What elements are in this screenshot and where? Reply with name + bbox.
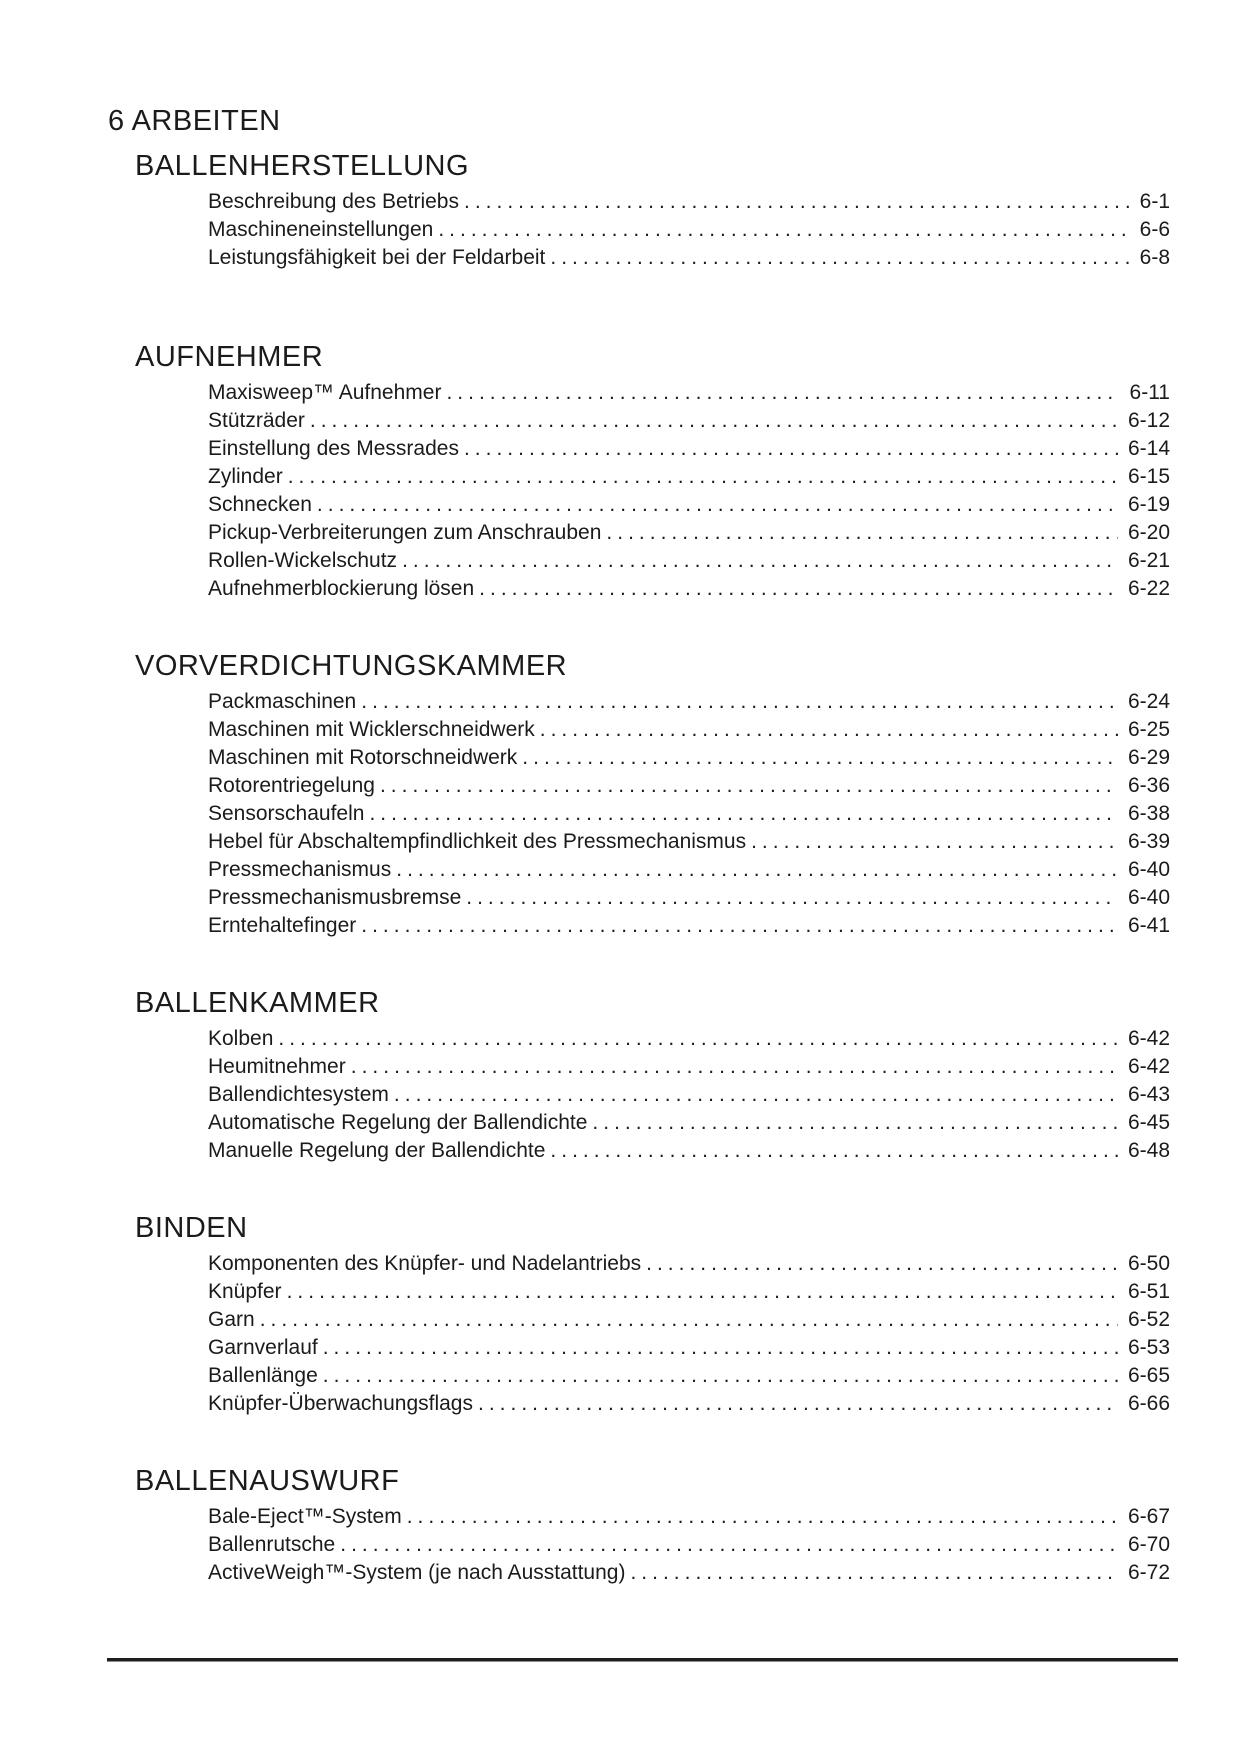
dot-leader	[260, 1306, 1118, 1334]
dot-leader	[407, 1503, 1118, 1531]
toc-entry-label: Automatische Regelung der Ballendichte	[208, 1111, 588, 1134]
toc-entry-label: Knüpfer-Überwachungsflags	[208, 1392, 473, 1415]
toc-entry-page: 6-42	[1127, 1027, 1170, 1050]
toc-entry[interactable]	[208, 856, 1170, 884]
toc-entry[interactable]	[208, 1334, 1170, 1362]
section-heading: VORVERDICHTUNGSKAMMER	[135, 650, 568, 682]
dot-leader	[323, 1362, 1118, 1390]
dot-leader	[478, 1390, 1118, 1418]
toc-entry-page: 6-42	[1127, 1055, 1170, 1078]
toc-entry-label: Pickup-Verbreiterungen zum Anschrauben	[208, 521, 602, 544]
dot-leader	[323, 1334, 1118, 1362]
toc-entry-label: Zylinder	[208, 465, 283, 488]
section-heading: BINDEN	[135, 1212, 248, 1244]
footer-divider	[107, 1658, 1178, 1662]
toc-entry-page: 6-25	[1127, 718, 1170, 741]
toc-entry-label: Ballenrutsche	[208, 1533, 336, 1556]
dot-leader	[464, 435, 1118, 463]
toc-entry-page: 6-22	[1127, 577, 1170, 600]
toc-entry-label: Bale-Eject™-System	[208, 1505, 402, 1528]
toc-entry-label: Ballendichtesystem	[208, 1083, 389, 1106]
section-heading: BALLENKAMMER	[135, 987, 380, 1019]
toc-entry-label: Garnverlauf	[208, 1336, 318, 1359]
dot-leader	[466, 884, 1118, 912]
dot-leader	[592, 1109, 1118, 1137]
dot-leader	[446, 379, 1119, 407]
toc-entry-page: 6-70	[1127, 1533, 1170, 1556]
toc-entry-page: 6-52	[1127, 1308, 1170, 1331]
section-entries	[208, 188, 1170, 272]
dot-leader	[550, 1137, 1118, 1165]
toc-entry-label: Kolben	[208, 1027, 274, 1050]
toc-entry[interactable]	[208, 1362, 1170, 1390]
toc-entry-page: 6-53	[1127, 1336, 1170, 1359]
toc-entry-page: 6-45	[1127, 1111, 1170, 1134]
toc-entry-page: 6-39	[1127, 830, 1170, 853]
toc-entry[interactable]	[208, 1559, 1170, 1587]
toc-entry[interactable]	[208, 1109, 1170, 1137]
toc-section	[108, 149, 1170, 272]
toc-entry[interactable]	[208, 1250, 1170, 1278]
toc-entry-page: 6-29	[1127, 746, 1170, 769]
toc-entry[interactable]	[208, 1306, 1170, 1334]
toc-entry-page: 6-21	[1127, 549, 1170, 572]
toc-entry-page: 6-66	[1127, 1392, 1170, 1415]
toc-entry-page: 6-43	[1127, 1083, 1170, 1106]
dot-leader	[351, 1053, 1118, 1081]
toc-entry-label: Ballenlänge	[208, 1364, 318, 1387]
section-heading: AUFNEHMER	[135, 341, 324, 373]
dot-leader	[287, 1278, 1118, 1306]
dot-leader	[361, 912, 1118, 940]
dot-leader	[630, 1559, 1118, 1587]
toc-entry-label: Maxisweep™ Aufnehmer	[208, 381, 442, 404]
section-entries	[208, 688, 1170, 940]
toc-section	[108, 649, 1170, 940]
toc-entry-label: Komponenten des Knüpfer- und Nadelantriebs	[208, 1252, 642, 1275]
toc-entry[interactable]	[208, 1531, 1170, 1559]
toc-entry-label: Knüpfer	[208, 1280, 282, 1303]
toc-entry[interactable]	[208, 379, 1170, 407]
dot-leader	[464, 188, 1130, 216]
toc-entry[interactable]	[208, 519, 1170, 547]
chapter-title: 6 ARBEITEN	[108, 105, 281, 137]
section-heading: BALLENAUSWURF	[135, 1465, 400, 1497]
toc-entry[interactable]	[208, 772, 1170, 800]
dot-leader	[522, 744, 1118, 772]
toc-entry[interactable]	[208, 435, 1170, 463]
toc-entry-label: Rotorentriegelung	[208, 774, 375, 797]
section-entries	[208, 1250, 1170, 1418]
dot-leader	[310, 407, 1118, 435]
section-heading: BALLENHERSTELLUNG	[135, 150, 470, 182]
toc-entry-label: Manuelle Regelung der Ballendichte	[208, 1139, 546, 1162]
dot-leader	[361, 688, 1118, 716]
toc-entry[interactable]	[208, 575, 1170, 603]
toc-entry-label: Maschineneinstellungen	[208, 218, 434, 241]
toc-entry-page: 6-40	[1127, 858, 1170, 881]
dot-leader	[396, 856, 1118, 884]
toc-entry-page: 6-11	[1129, 381, 1170, 404]
dot-leader	[278, 1025, 1118, 1053]
toc-entry-page: 6-72	[1127, 1561, 1170, 1584]
toc-entry-label: Schnecken	[208, 493, 312, 516]
toc-entry-label: Maschinen mit Rotorschneidwerk	[208, 746, 518, 769]
toc-entry[interactable]	[208, 1503, 1170, 1531]
toc-entry-page: 6-19	[1127, 493, 1170, 516]
toc-entry-label: ActiveWeigh™-System (je nach Ausstattung)	[208, 1561, 626, 1584]
toc-entry-page: 6-6	[1139, 218, 1170, 241]
toc-entry[interactable]	[208, 912, 1170, 940]
toc-entry-page: 6-15	[1127, 465, 1170, 488]
section-entries	[208, 379, 1170, 603]
toc-entry-label: Heumitnehmer	[208, 1055, 346, 1078]
toc-entry-label: Beschreibung des Betriebs	[208, 190, 459, 213]
toc-entry-label: Erntehaltefinger	[208, 914, 357, 937]
toc-entry[interactable]	[208, 244, 1170, 272]
toc-sections	[108, 149, 1170, 1587]
toc-entry[interactable]	[208, 716, 1170, 744]
toc-entry-page: 6-51	[1127, 1280, 1170, 1303]
toc-section	[108, 1211, 1170, 1418]
section-entries	[208, 1025, 1170, 1165]
dot-leader	[540, 716, 1118, 744]
dot-leader	[606, 519, 1118, 547]
toc-entry[interactable]	[208, 491, 1170, 519]
toc-entry-page: 6-20	[1127, 521, 1170, 544]
dot-leader	[380, 772, 1118, 800]
dot-leader	[394, 1081, 1118, 1109]
toc-entry-page: 6-1	[1139, 190, 1170, 213]
toc-entry-label: Sensorschaufeln	[208, 802, 365, 825]
toc-entry-label: Maschinen mit Wicklerschneidwerk	[208, 718, 535, 741]
dot-leader	[369, 800, 1118, 828]
dot-leader	[288, 463, 1118, 491]
toc-entry-label: Aufnehmerblockierung lösen	[208, 577, 475, 600]
dot-leader	[340, 1531, 1118, 1559]
toc-section	[108, 340, 1170, 603]
dot-leader	[317, 491, 1118, 519]
dot-leader	[438, 216, 1129, 244]
toc-entry[interactable]	[208, 828, 1170, 856]
toc-entry[interactable]	[208, 407, 1170, 435]
toc-entry-page: 6-12	[1127, 409, 1170, 432]
toc-entry-page: 6-48	[1127, 1139, 1170, 1162]
toc-entry-page: 6-40	[1127, 886, 1170, 909]
toc-entry-label: Leistungsfähigkeit bei der Feldarbeit	[208, 246, 546, 269]
dot-leader	[479, 575, 1118, 603]
toc-section	[108, 986, 1170, 1165]
toc-entry-label: Pressmechanismus	[208, 858, 392, 881]
dot-leader	[550, 244, 1129, 272]
toc-entry[interactable]	[208, 1081, 1170, 1109]
toc-entry-page: 6-8	[1139, 246, 1170, 269]
toc-entry-label: Hebel für Abschaltempfindlichkeit des Pressmechanismus	[208, 830, 747, 853]
toc-entry[interactable]	[208, 884, 1170, 912]
toc-entry-page: 6-41	[1127, 914, 1170, 937]
toc-entry[interactable]	[208, 216, 1170, 244]
toc-entry-page: 6-14	[1127, 437, 1170, 460]
toc-entry-page: 6-67	[1127, 1505, 1170, 1528]
section-entries	[208, 1503, 1170, 1587]
toc-entry[interactable]	[208, 744, 1170, 772]
toc-entry[interactable]	[208, 1053, 1170, 1081]
toc-entry-page: 6-38	[1127, 802, 1170, 825]
toc-entry[interactable]	[208, 1390, 1170, 1418]
toc-entry-label: Garn	[208, 1308, 255, 1331]
toc-entry[interactable]	[208, 800, 1170, 828]
dot-leader	[646, 1250, 1118, 1278]
toc-entry-label: Pressmechanismusbremse	[208, 886, 462, 909]
toc-entry-page: 6-36	[1127, 774, 1170, 797]
toc-entry[interactable]	[208, 547, 1170, 575]
toc-entry-page: 6-65	[1127, 1364, 1170, 1387]
dot-leader	[751, 828, 1118, 856]
toc-entry[interactable]	[208, 463, 1170, 491]
toc-entry[interactable]	[208, 1137, 1170, 1165]
toc-entry-label: Packmaschinen	[208, 690, 357, 713]
toc-entry-label: Einstellung des Messrades	[208, 437, 459, 460]
toc-section	[108, 1464, 1170, 1587]
toc-entry-label: Rollen-Wickelschutz	[208, 549, 398, 572]
toc-entry[interactable]	[208, 188, 1170, 216]
toc-entry-page: 6-50	[1127, 1252, 1170, 1275]
toc-entry[interactable]	[208, 1025, 1170, 1053]
toc-entry[interactable]	[208, 688, 1170, 716]
dot-leader	[402, 547, 1118, 575]
toc-entry[interactable]	[208, 1278, 1170, 1306]
toc-entry-page: 6-24	[1127, 690, 1170, 713]
toc-entry-label: Stützräder	[208, 409, 305, 432]
